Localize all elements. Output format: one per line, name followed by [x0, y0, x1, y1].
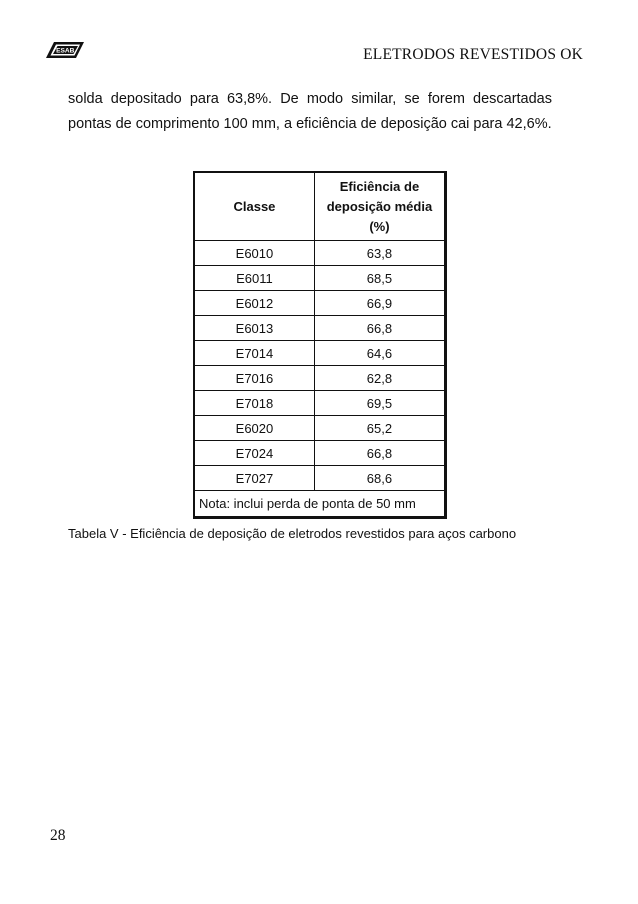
- cell-eficiencia: 64,6: [314, 341, 445, 366]
- cell-eficiencia: 65,2: [314, 416, 445, 441]
- header-eficiencia-line: Eficiência de: [339, 178, 420, 194]
- header-classe: Classe: [194, 172, 314, 241]
- cell-eficiencia: 68,5: [314, 266, 445, 291]
- cell-classe: E6011: [194, 266, 314, 291]
- cell-classe: E7027: [194, 466, 314, 491]
- table-row: [194, 291, 446, 316]
- table-row: [194, 341, 446, 366]
- cell-classe: E6020: [194, 416, 314, 441]
- table-row: [194, 441, 446, 466]
- table-row: [194, 366, 446, 391]
- table-row: [194, 241, 446, 266]
- table-note-row: [194, 491, 446, 518]
- cell-classe: E7018: [194, 391, 314, 416]
- table-row: [194, 416, 446, 441]
- body-paragraph: [68, 87, 552, 136]
- cell-classe: E7014: [194, 341, 314, 366]
- cell-classe: E7024: [194, 441, 314, 466]
- table-note: Nota: inclui perda de ponta de 50 mm: [194, 491, 446, 518]
- header-eficiencia-line: (%): [369, 218, 390, 234]
- cell-classe: E6013: [194, 316, 314, 341]
- cell-eficiencia: 62,8: [314, 366, 445, 391]
- table-header-row: [194, 172, 446, 241]
- table-row: [194, 266, 446, 291]
- cell-eficiencia: 66,8: [314, 316, 445, 341]
- cell-classe: E7016: [194, 366, 314, 391]
- cell-eficiencia: 63,8: [314, 241, 445, 266]
- logo-text: ESAB: [56, 47, 75, 55]
- cell-classe: E6012: [194, 291, 314, 316]
- table-row: [194, 466, 446, 491]
- cell-eficiencia: 69,5: [314, 391, 445, 416]
- esab-logo: [45, 40, 85, 60]
- header-eficiencia-line: deposição média: [326, 198, 433, 214]
- cell-classe: E6010: [194, 241, 314, 266]
- table-row: [194, 316, 446, 341]
- paragraph-text: solda depositado para 63,8%. De modo similar, se forem descartadas pontas de comprimento 100 mm, a eficiência de deposição cai para 42,6%.: [68, 91, 552, 132]
- efficiency-table-container: [193, 171, 447, 519]
- cell-eficiencia: 66,8: [314, 441, 445, 466]
- table-row: [194, 391, 446, 416]
- table-caption: Tabela V - Eficiência de deposição de eletrodos revestidos para aços carbono: [68, 526, 517, 541]
- header-eficiencia: [314, 172, 445, 241]
- efficiency-table: [193, 171, 447, 519]
- cell-eficiencia: 68,6: [314, 466, 445, 491]
- page-number: 28: [50, 827, 66, 844]
- cell-eficiencia: 66,9: [314, 291, 445, 316]
- running-header: ELETRODOS REVESTIDOS OK: [363, 46, 583, 63]
